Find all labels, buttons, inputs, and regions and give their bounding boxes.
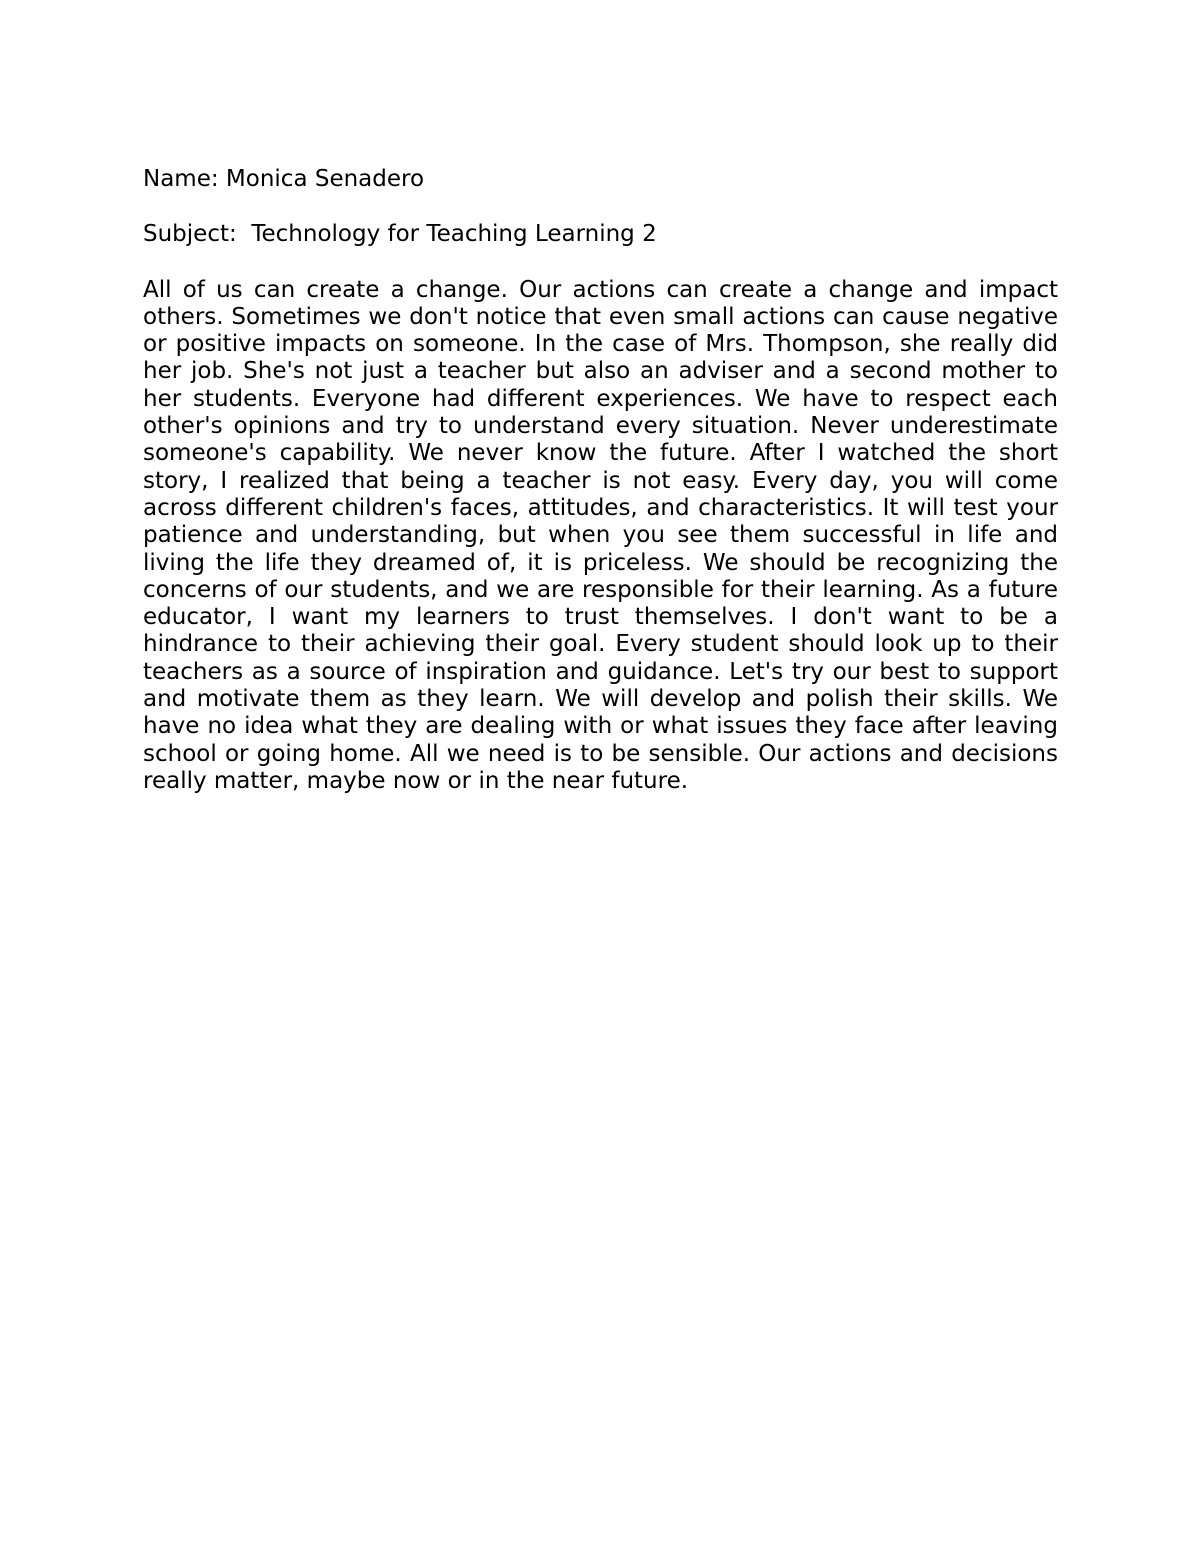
body-paragraph: All of us can create a change. Our actions can create a change and impact others. Sometimes we don't notice that even small actions can cause negative or positive impacts on someone. In the case of Mrs. Thompson, she really did her job. She's not just a teacher but also an adviser and a second mother to her students. Everyone had different experiences. We have to respect each other's opinions and try to understand every situation. Never underestimate someone's capability. We never know the future. After I watched the short story, I realized that being a teacher is not easy. Every day, you will come across different children's faces, attitudes, and characteristics. It will test your patience and understanding, but when you see them successful in life and living the life they dreamed of, it is priceless. We should be recognizing the concerns of our students, and we are responsible for their learning. As a future educator, I want my learners to trust themselves. I don't want to be a hindrance to their achieving their goal. Every student should look up to their teachers as a source of inspiration and guidance. Let's try our best to support and motivate them as they learn. We will develop and polish their skills. We have no idea what they are dealing with or what issues they face after leaving school or going home. All we need is to be sensible. Our actions and decisions really matter, maybe now or in the near future. (143, 276, 1058, 794)
subject-line: Subject: Technology for Teaching Learning 2 (143, 221, 657, 248)
document-content (143, 166, 1058, 795)
name-line: Name: Monica Senadero (143, 166, 425, 192)
